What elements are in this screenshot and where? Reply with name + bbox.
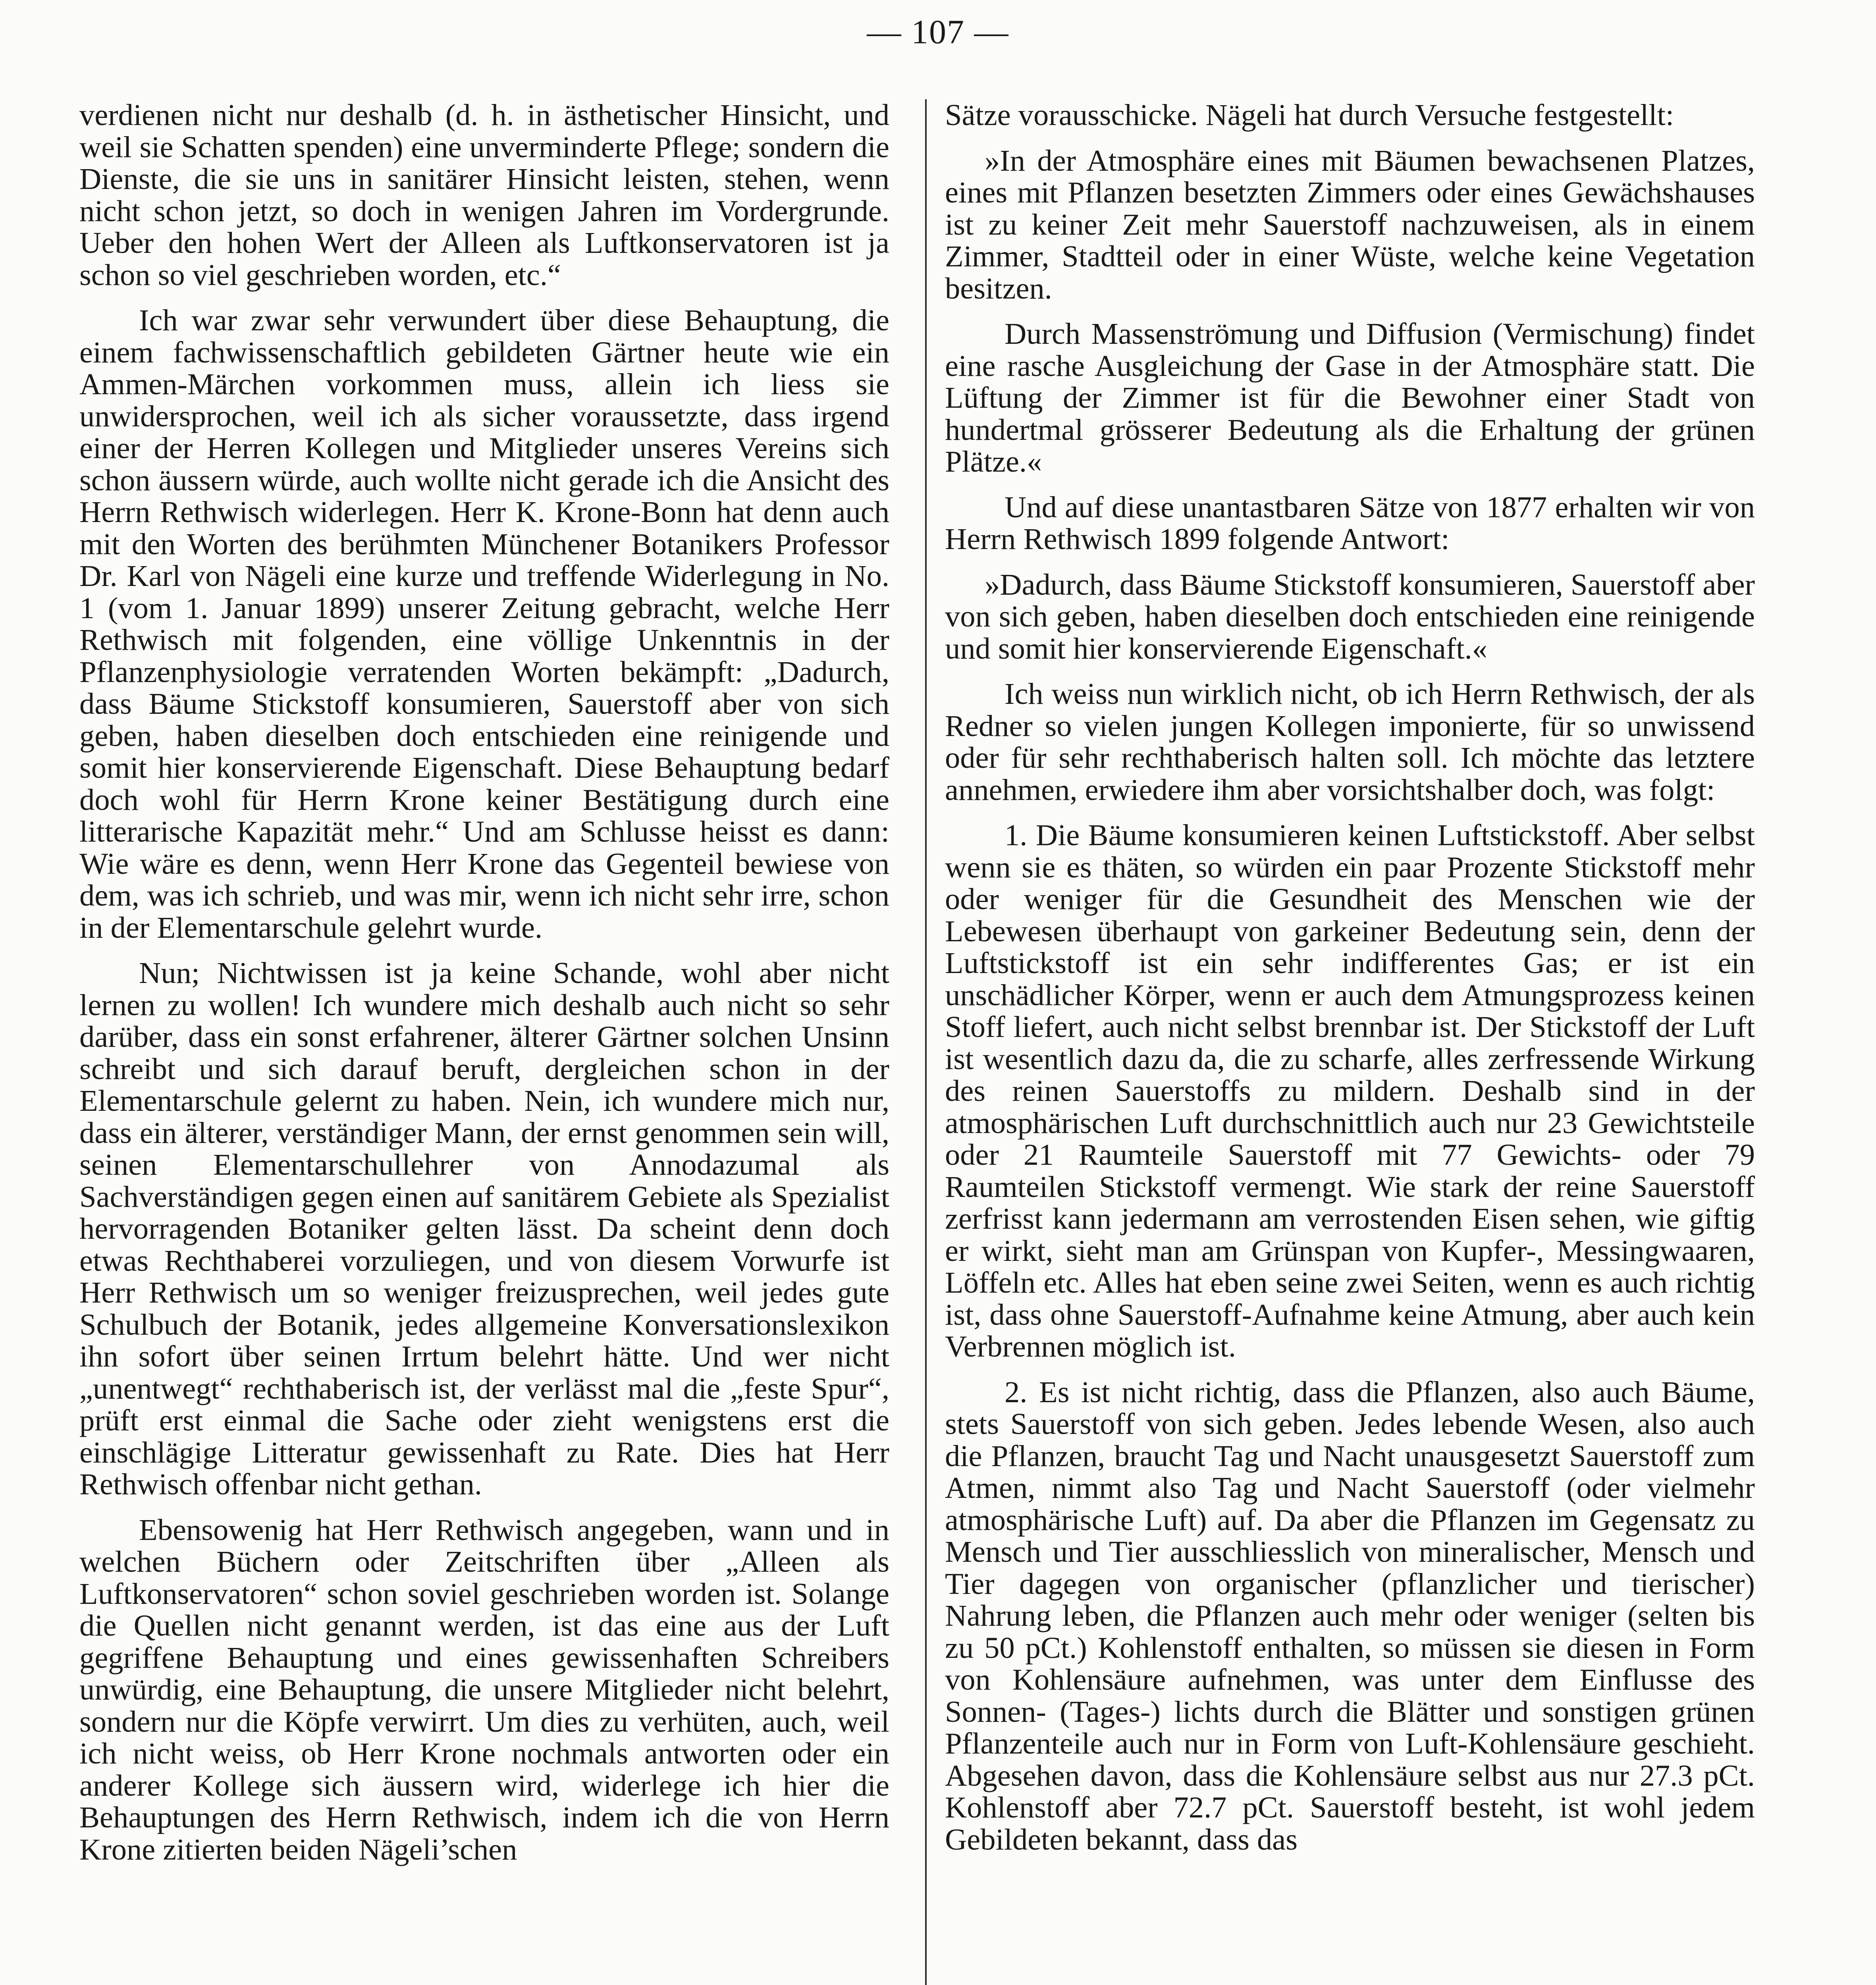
paragraph: 1. Die Bäume konsumieren keinen Luftstickstoff. Aber selbst wenn sie es thäten, so würden ein paar Prozente Stickstoff mehr oder weniger für die Gesundheit des Menschen wie der Lebewesen überhaupt von garkeiner Bedeutung sein, denn der Luftstickstoff ist ein sehr indifferentes Gas; er ist ein unschädlicher Körper, wenn er auch dem Atmungsprozess keinen Stoff liefert, auch nicht selbst brennbar ist. Der Stickstoff der Luft ist wesentlich dazu da, die zu scharfe, alles zerfressende Wirkung des reinen Sauerstoffs zu mildern. Deshalb sind in der atmosphärischen Luft durchschnittlich auch nur 23 Gewichtsteile oder 21 Raumteile Sauerstoff mit 77 Gewichts- oder 79 Raumteilen Stickstoff vermengt. Wie stark der reine Sauerstoff zerfrisst kann jedermann am verrostenden Eisen sehen, wie giftig er wirkt, sieht man am Grünspan von Kupfer-, Messingwaaren, Löffeln etc. Alles hat eben seine zwei Seiten, wenn es auch richtig ist, dass ohne Sauerstoff-Aufnahme keine Atmung, aber auch kein Verbrennen möglich ist. — [945, 818, 1755, 1363]
paragraph: 2. Es ist nicht richtig, dass die Pflanzen, also auch Bäume, stets Sauerstoff von sich geben. Jedes lebende Wesen, also auch die Pflanzen, braucht Tag und Nacht unausgesetzt Sauerstoff zum Atmen, nimmt also Tag und Nacht Sauerstoff (oder vielmehr atmosphärische Luft) auf. Da aber die Pflanzen im Gegensatz zu Mensch und Tier ausschliesslich von mineralischer, Mensch und Tier dagegen von organischer (pflanzlicher und tierischer) Nahrung leben, die Pflanzen auch mehr oder weniger (selten bis zu 50 pCt.) Kohlenstoff enthalten, so müssen sie diesen in Form von Kohlensäure aufnehmen, was unter dem Einflusse des Sonnen- (Tages-) lichts durch die Blätter und sonstigen grünen Pflanzenteile auch nur in Form von Luft-Kohlensäure geschieht. Abgesehen davon, dass die Kohlensäure selbst aus nur 27.3 pCt. Kohlenstoff aber 72.7 pCt. Sauerstoff besteht, ist wohl jedem Gebildeten bekannt, dass das — [945, 1375, 1755, 1856]
right-column — [945, 99, 1755, 1869]
left-column — [79, 99, 889, 1879]
paragraph: verdienen nicht nur deshalb (d. h. in ästhetischer Hinsicht, und weil sie Schatten spenden) eine unverminderte Pflege; sondern die Dienste, die sie uns in sanitärer Hinsicht leisten, stehen, wenn nicht schon jetzt, so doch in wenigen Jahren im Vordergrunde. Ueber den hohen Wert der Alleen als Luftkonservatoren ist ja schon so viel geschrieben worden, etc.“ — [79, 98, 889, 292]
paragraph: Ich weiss nun wirklich nicht, ob ich Herrn Rethwisch, der als Redner so vielen jungen Kollegen imponierte, für so unwissend oder für sehr rechthaberisch halten soll. Ich möchte das letztere annehmen, erwiedere ihm aber vorsichtshalber doch, was folgt: — [945, 677, 1755, 807]
paragraph: Sätze vorausschicke. Nägeli hat durch Versuche festgestellt: — [945, 98, 1674, 132]
paragraph: Ich war zwar sehr verwundert über diese Behauptung, die einem fachwissenschaftlich gebildeten Gärtner heute wie ein Ammen-Märchen vorkommen muss, allein ich liess sie unwidersprochen, weil ich als sicher voraussetzte, dass irgend einer der Herren Kollegen und Mitglieder unseres Vereins sich schon äussern würde, auch wollte nicht gerade ich die Ansicht des Herrn Rethwisch widerlegen. Herr K. Krone-Bonn hat denn auch mit den Worten des berühmten Münchener Botanikers Professor Dr. Karl von Nägeli eine kurze und treffende Widerlegung in No. 1 (vom 1. Januar 1899) unserer Zeitung gebracht, welche Herr Rethwisch mit folgenden, eine völlige Unkenntnis in der Pflanzenphysiologie verratenden Worten bekämpft: „Dadurch, dass Bäume Stickstoff konsumieren, Sauerstoff aber von sich geben, haben dieselben doch entschieden eine reinigende und somit hier konservierende Eigenschaft. Diese Behauptung bedarf doch wohl für Herrn Krone keiner Bestätigung durch eine litterarische Kapazität mehr.“ Und am Schlusse heisst es dann: Wie wäre es denn, wenn Herr Krone das Gegenteil bewiese von dem, was ich schrieb, und was mir, wenn ich nicht sehr irre, schon in der Elementarschule gelehrt wurde. — [79, 303, 889, 944]
paragraph: »In der Atmosphäre eines mit Bäumen bewachsenen Platzes, eines mit Pflanzen besetzten Zimmers oder eines Gewächshauses ist zu keiner Zeit mehr Sauerstoff nachzuweisen, als in einem Zimmer, Stadtteil oder in einer Wüste, welche keine Vegetation besitzen. — [945, 143, 1755, 305]
page-number: — 107 — — [867, 13, 1009, 51]
column-divider — [925, 99, 927, 1985]
paragraph: Und auf diese unantastbaren Sätze von 1877 erhalten wir von Herrn Rethwisch 1899 folgende Antwort: — [945, 490, 1755, 556]
paragraph: Durch Massenströmung und Diffusion (Vermischung) findet eine rasche Ausgleichung der Gase in der Atmosphäre statt. Die Lüftung der Zimmer ist für die Bewohner einer Stadt von hundertmal grösserer Bedeutung als die Erhaltung der grünen Plätze.« — [945, 317, 1755, 478]
paragraph: Nun; Nichtwissen ist ja keine Schande, wohl aber nicht lernen zu wollen! Ich wundere mich deshalb auch nicht so sehr darüber, dass ein sonst erfahrener, älterer Gärtner solchen Unsinn schreibt und sich darauf beruft, dergleichen schon in der Elementarschule gelernt zu haben. Nein, ich wundere mich nur, dass ein älterer, verständiger Mann, der ernst genommen sein will, seinen Elementarschullehrer von Annodazumal als Sachverständigen gegen einen auf sanitärem Gebiete als Spezialist hervorragenden Botaniker gelten lässt. Da scheint denn doch etwas Rechthaberei vorzuliegen, und von diesem Vorwurfe ist Herr Rethwisch um so weniger freizusprechen, weil jedes gute Schulbuch der Botanik, jedes allgemeine Konversationslexikon ihn sofort über seinen Irrtum belehrt hätte. Und wer nicht „unentwegt“ rechthaberisch ist, der verlässt mal die „feste Spur“, prüft erst einmal die Sache oder zieht wenigstens erst die einschlägige Litteratur gewissenhaft zu Rate. Dies hat Herr Rethwisch offenbar nicht gethan. — [79, 956, 889, 1501]
paragraph: »Dadurch, dass Bäume Stickstoff konsumieren, Sauerstoff aber von sich geben, haben dieselben doch entschieden eine reinigende und somit hier konservierende Eigenschaft.« — [945, 567, 1755, 665]
paragraph: Ebensowenig hat Herr Rethwisch angegeben, wann und in welchen Büchern oder Zeitschriften über „Alleen als Luftkonservatoren“ schon soviel geschrieben worden ist. Solange die Quellen nicht genannt werden, ist das eine aus der Luft gegriffene Behauptung und eines gewissenhaften Schreibers unwürdig, eine Behauptung, die unsere Mitglieder nicht belehrt, sondern nur die Köpfe verwirrt. Um dies zu verhüten, auch, weil ich nicht weiss, ob Herr Krone nochmals antworten oder ein anderer Kollege sich äussern wird, widerlege ich hier die Behauptungen des Herrn Rethwisch, indem ich die von Herrn Krone zitierten beiden Nägeli’schen — [79, 1513, 889, 1866]
